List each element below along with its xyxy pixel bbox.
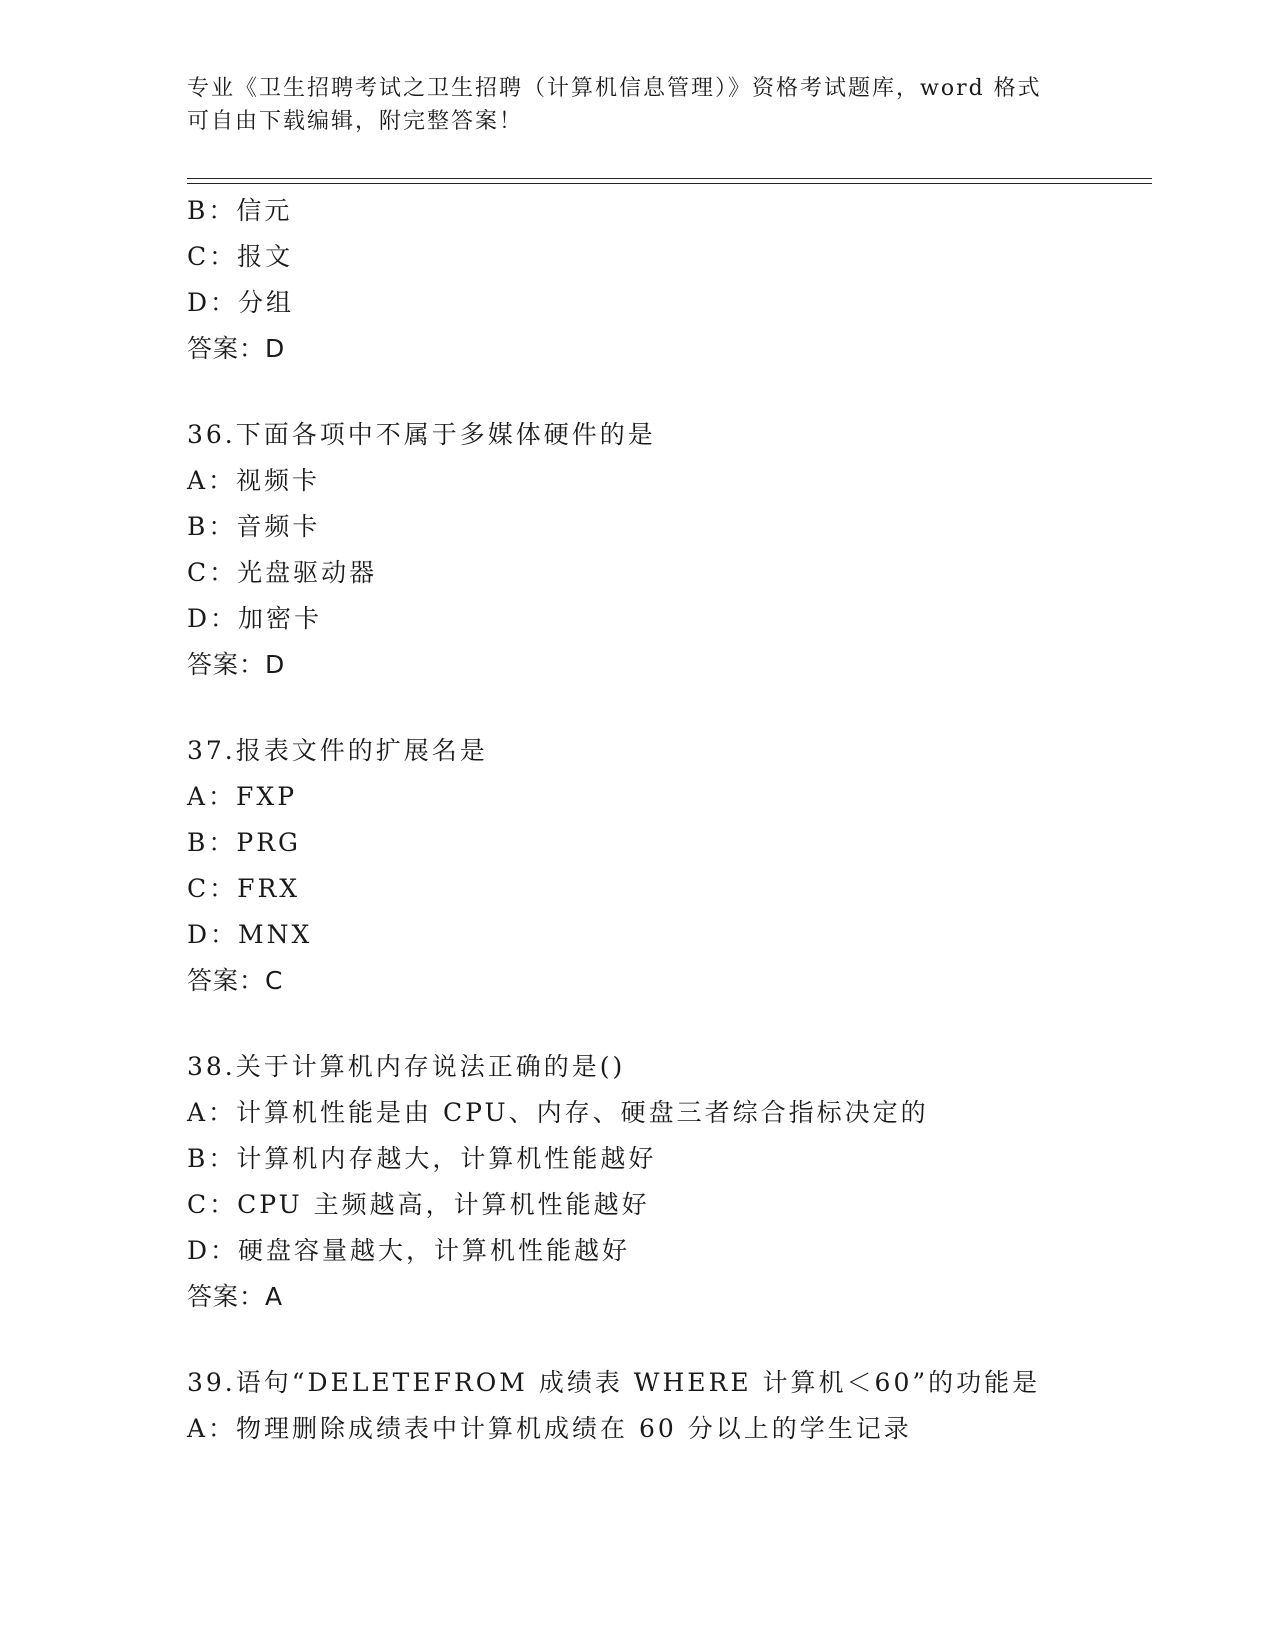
answer-label: 答案：C bbox=[187, 966, 284, 995]
answer-label: 答案：A bbox=[187, 1282, 284, 1311]
spacer bbox=[187, 688, 1147, 728]
header-rule-bottom bbox=[187, 183, 1152, 184]
spacer bbox=[187, 372, 1147, 412]
option-c: C：FRX bbox=[187, 874, 301, 903]
header-rule-top bbox=[187, 178, 1152, 179]
option-d: D：加密卡 bbox=[187, 604, 323, 633]
option-c: C：报文 bbox=[187, 242, 294, 271]
option-a: A：视频卡 bbox=[187, 466, 321, 495]
option-b: B：信元 bbox=[187, 196, 293, 225]
question-block-36 bbox=[187, 412, 1147, 688]
question-block-35 bbox=[187, 188, 1147, 372]
option-d: D：分组 bbox=[187, 288, 295, 317]
answer-label: 答案：D bbox=[187, 650, 286, 679]
question-text: 38.关于计算机内存说法正确的是() bbox=[187, 1052, 626, 1081]
option-a: A：物理删除成绩表中计算机成绩在 60 分以上的学生记录 bbox=[187, 1414, 912, 1443]
question-block-39 bbox=[187, 1360, 1147, 1452]
option-c: C：CPU 主频越高，计算机性能越好 bbox=[187, 1190, 650, 1219]
header-line-2: 可自由下载编辑，附完整答案！ bbox=[187, 109, 524, 134]
option-a: A：计算机性能是由 CPU、内存、硬盘三者综合指标决定的 bbox=[187, 1098, 929, 1127]
question-text: 37.报表文件的扩展名是 bbox=[187, 736, 488, 765]
answer-label: 答案：D bbox=[187, 334, 286, 363]
question-text: 36.下面各项中不属于多媒体硬件的是 bbox=[187, 420, 656, 449]
option-a: A：FXP bbox=[187, 782, 298, 811]
spacer bbox=[187, 1004, 1147, 1044]
option-d: D：MNX bbox=[187, 920, 313, 949]
option-b: B：音频卡 bbox=[187, 512, 321, 541]
question-text: 39.语句“DELETEFROM 成绩表 WHERE 计算机＜60”的功能是 bbox=[187, 1368, 1041, 1397]
document-header bbox=[187, 72, 1067, 138]
option-b: B：PRG bbox=[187, 828, 301, 857]
question-block-38 bbox=[187, 1044, 1147, 1320]
option-d: D：硬盘容量越大，计算机性能越好 bbox=[187, 1236, 631, 1265]
option-c: C：光盘驱动器 bbox=[187, 558, 378, 587]
question-block-37 bbox=[187, 728, 1147, 1004]
option-b: B：计算机内存越大，计算机性能越好 bbox=[187, 1144, 657, 1173]
header-line-1: 专业《卫生招聘考试之卫生招聘（计算机信息管理）》资格考试题库，word 格式 bbox=[187, 76, 1042, 101]
question-list bbox=[187, 188, 1147, 1452]
spacer bbox=[187, 1320, 1147, 1360]
